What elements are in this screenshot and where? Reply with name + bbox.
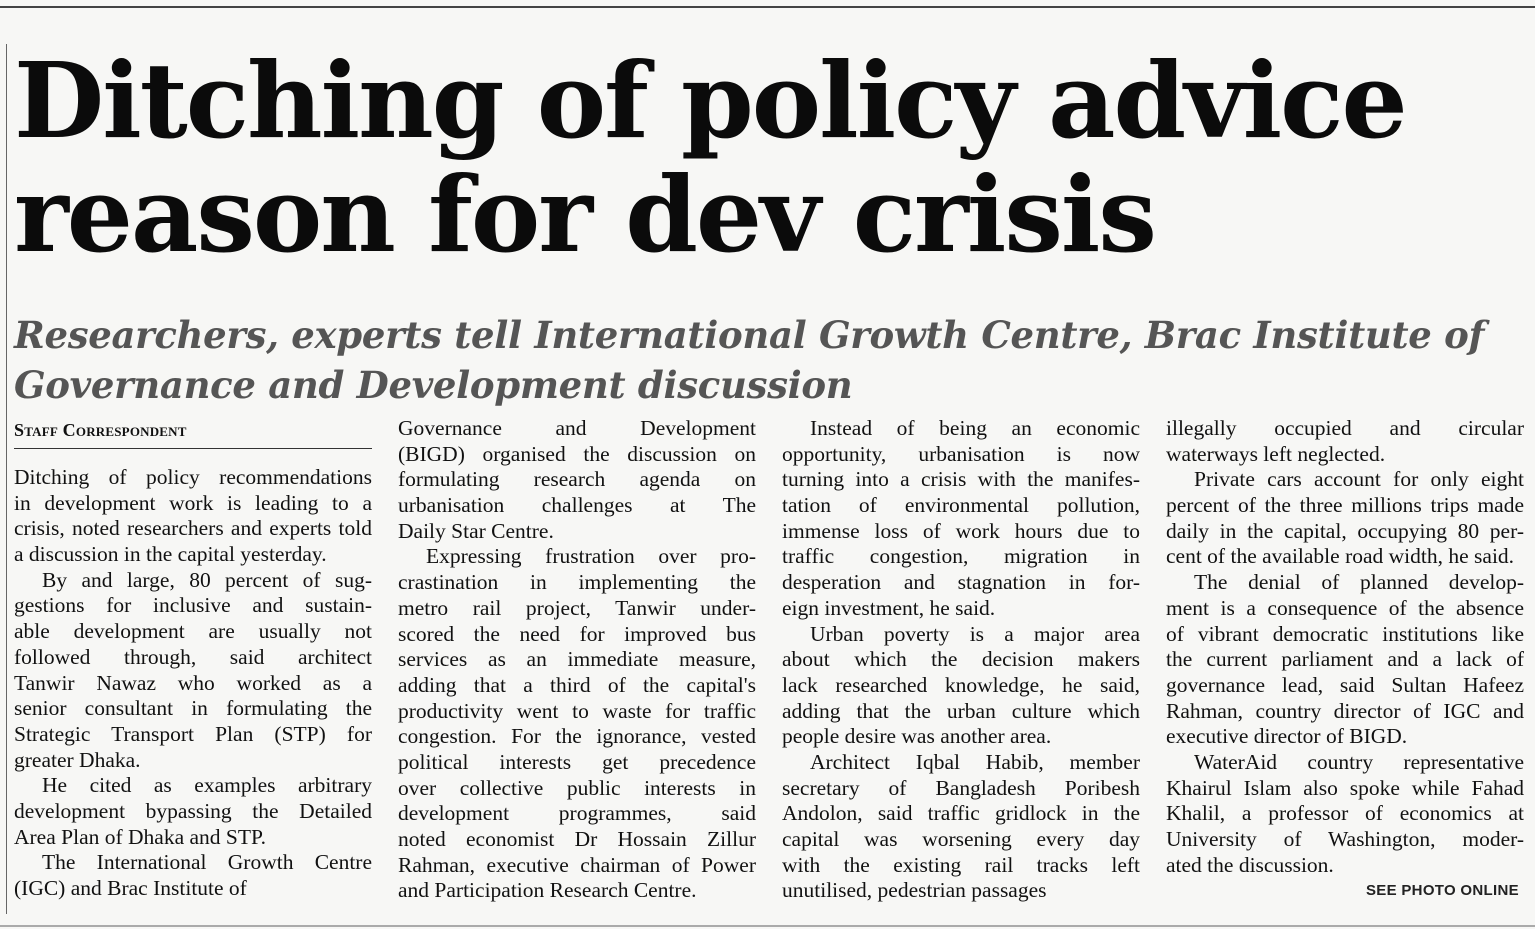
article-line: Ditching of policy recommendations (14, 465, 372, 489)
see-photo-online-note: SEE PHOTO ONLINE (1366, 882, 1519, 899)
article-line: traffic congestion, migration in (782, 544, 1140, 569)
article-line: people desire was another area. (782, 724, 1052, 749)
article-line: congestion. For the ignorance, vested (398, 724, 756, 749)
headline-line-1: Ditching of policy advice (14, 39, 1406, 162)
article-line: Andolon, said traffic gridlock in the (782, 801, 1140, 826)
article-line: executive director of BIGD. (1166, 724, 1408, 749)
bottom-rule (0, 925, 1535, 927)
article-column-4 (1166, 416, 1524, 878)
article-line: a discussion in the capital yesterday. (14, 542, 327, 567)
article-line: metro rail project, Tanwir under- (398, 595, 756, 620)
article-line: formulating research agenda on (398, 467, 756, 492)
article-line: WaterAid country representative (1194, 749, 1524, 774)
headline-line-2: reason for dev crisis (14, 153, 1155, 276)
article-line: Architect Iqbal Habib, member (810, 749, 1140, 774)
article-line: secretary of Bangladesh Poribesh (782, 775, 1140, 800)
article-line: Rahman, country director of IGC and (1166, 698, 1524, 723)
article-line: Khairul Islam also spoke while Fahad (1166, 775, 1524, 800)
article-line: the current parliament and a lack of (1166, 647, 1524, 672)
article-line: noted economist Dr Hossain Zillur (398, 827, 756, 851)
article-line: University of Washington, moder- (1166, 827, 1524, 851)
article-line: senior consultant in formulating the (14, 696, 372, 721)
article-line: percent of the three millions trips made (1166, 493, 1524, 518)
article-line: desperation and stagnation in for- (782, 570, 1140, 595)
article-line: He cited as examples arbitrary (42, 773, 372, 798)
article-line: services as an immediate measure, (398, 647, 756, 672)
article-line: adding that the urban culture which (782, 698, 1140, 723)
article-column-2 (398, 416, 756, 904)
article-line: Khalil, a professor of economics at (1166, 801, 1524, 826)
article-line: The International Growth Centre (42, 850, 372, 875)
article-column-1 (14, 416, 372, 902)
article-line: Strategic Transport Plan (STP) for (14, 721, 372, 746)
article-line: political interests get precedence (398, 749, 756, 774)
article-line: over collective public interests in (398, 775, 756, 800)
article-line: development bypassing the Detailed (14, 798, 372, 823)
article-line: adding that a third of the capital's (398, 672, 756, 697)
article-line: ment is a consequence of the absence (1166, 595, 1524, 620)
article-line: greater Dhaka. (14, 747, 141, 772)
article-line: Rahman, executive chairman of Power (398, 852, 756, 877)
article-line: about which the decision makers (782, 647, 1140, 672)
article-line: illegally occupied and circular (1166, 416, 1524, 440)
article-line: Private cars account for only eight (1194, 467, 1524, 492)
byline-rule (14, 448, 372, 449)
article-line: (BIGD) organised the discussion on (398, 441, 756, 466)
article-line: of vibrant democratic institutions like (1166, 621, 1524, 646)
article-line: Daily Star Centre. (398, 518, 554, 543)
article-line: gestions for inclusive and sustain- (14, 593, 372, 618)
article-line: Area Plan of Dhaka and STP. (14, 824, 266, 849)
top-rule (0, 6, 1535, 8)
article-line: development programmes, said (398, 801, 756, 826)
article-line: ated the discussion. (1166, 852, 1334, 877)
article-line: By and large, 80 percent of sug- (42, 567, 372, 592)
article-line: productivity went to waste for traffic (398, 698, 756, 723)
article-line: crisis, noted researchers and experts told (14, 516, 372, 541)
article-line: daily in the capital, occupying 80 per- (1166, 518, 1524, 543)
article-column-3 (782, 416, 1140, 904)
article-line: and Participation Research Centre. (398, 878, 697, 903)
article-line: lack researched knowledge, he said, (782, 672, 1140, 697)
headline (14, 39, 1534, 276)
subheadline-line-1: Researchers, experts tell International Growth Centre, Brac Institute of (14, 313, 1485, 357)
article-line: turning into a crisis with the manifes- (782, 467, 1140, 492)
article-line: (IGC) and Brac Institute of (14, 876, 247, 900)
subheadline-line-2: Governance and Development discussion (14, 363, 853, 407)
article-line: Instead of being an economic (810, 416, 1140, 440)
article-line: in development work is leading to a (14, 490, 372, 515)
article-line: Expressing frustration over pro- (426, 544, 756, 569)
article-line: tation of environmental pollution, (782, 493, 1140, 518)
article-line: immense loss of work hours due to (782, 518, 1140, 543)
article-line: unutilised, pedestrian passages (782, 878, 1047, 903)
article-line: cent of the available road width, he said. (1166, 544, 1515, 569)
article-line: capital was worsening every day (782, 827, 1140, 851)
article-line: Governance and Development (398, 416, 756, 440)
article-line: waterways left neglected. (1166, 441, 1386, 466)
left-column-rule (6, 44, 7, 914)
subheadline (14, 310, 1524, 410)
article-line: scored the need for improved bus (398, 621, 756, 646)
article-line: with the existing rail tracks left (782, 852, 1140, 877)
article-line: followed through, said architect (14, 644, 372, 669)
article-line: able development are usually not (14, 619, 372, 644)
article-line: governance lead, said Sultan Hafeez (1166, 672, 1524, 697)
article-line: crastination in implementing the (398, 570, 756, 595)
byline: Staff Correspondent (14, 420, 187, 440)
article-line: Urban poverty is a major area (810, 621, 1140, 646)
article-line: urbanisation challenges at The (398, 493, 756, 518)
article-line: eign investment, he said. (782, 595, 996, 620)
article-line: opportunity, urbanisation is now (782, 441, 1140, 466)
article-line: The denial of planned develop- (1194, 570, 1524, 595)
article-line: Tanwir Nawaz who worked as a (14, 670, 372, 695)
